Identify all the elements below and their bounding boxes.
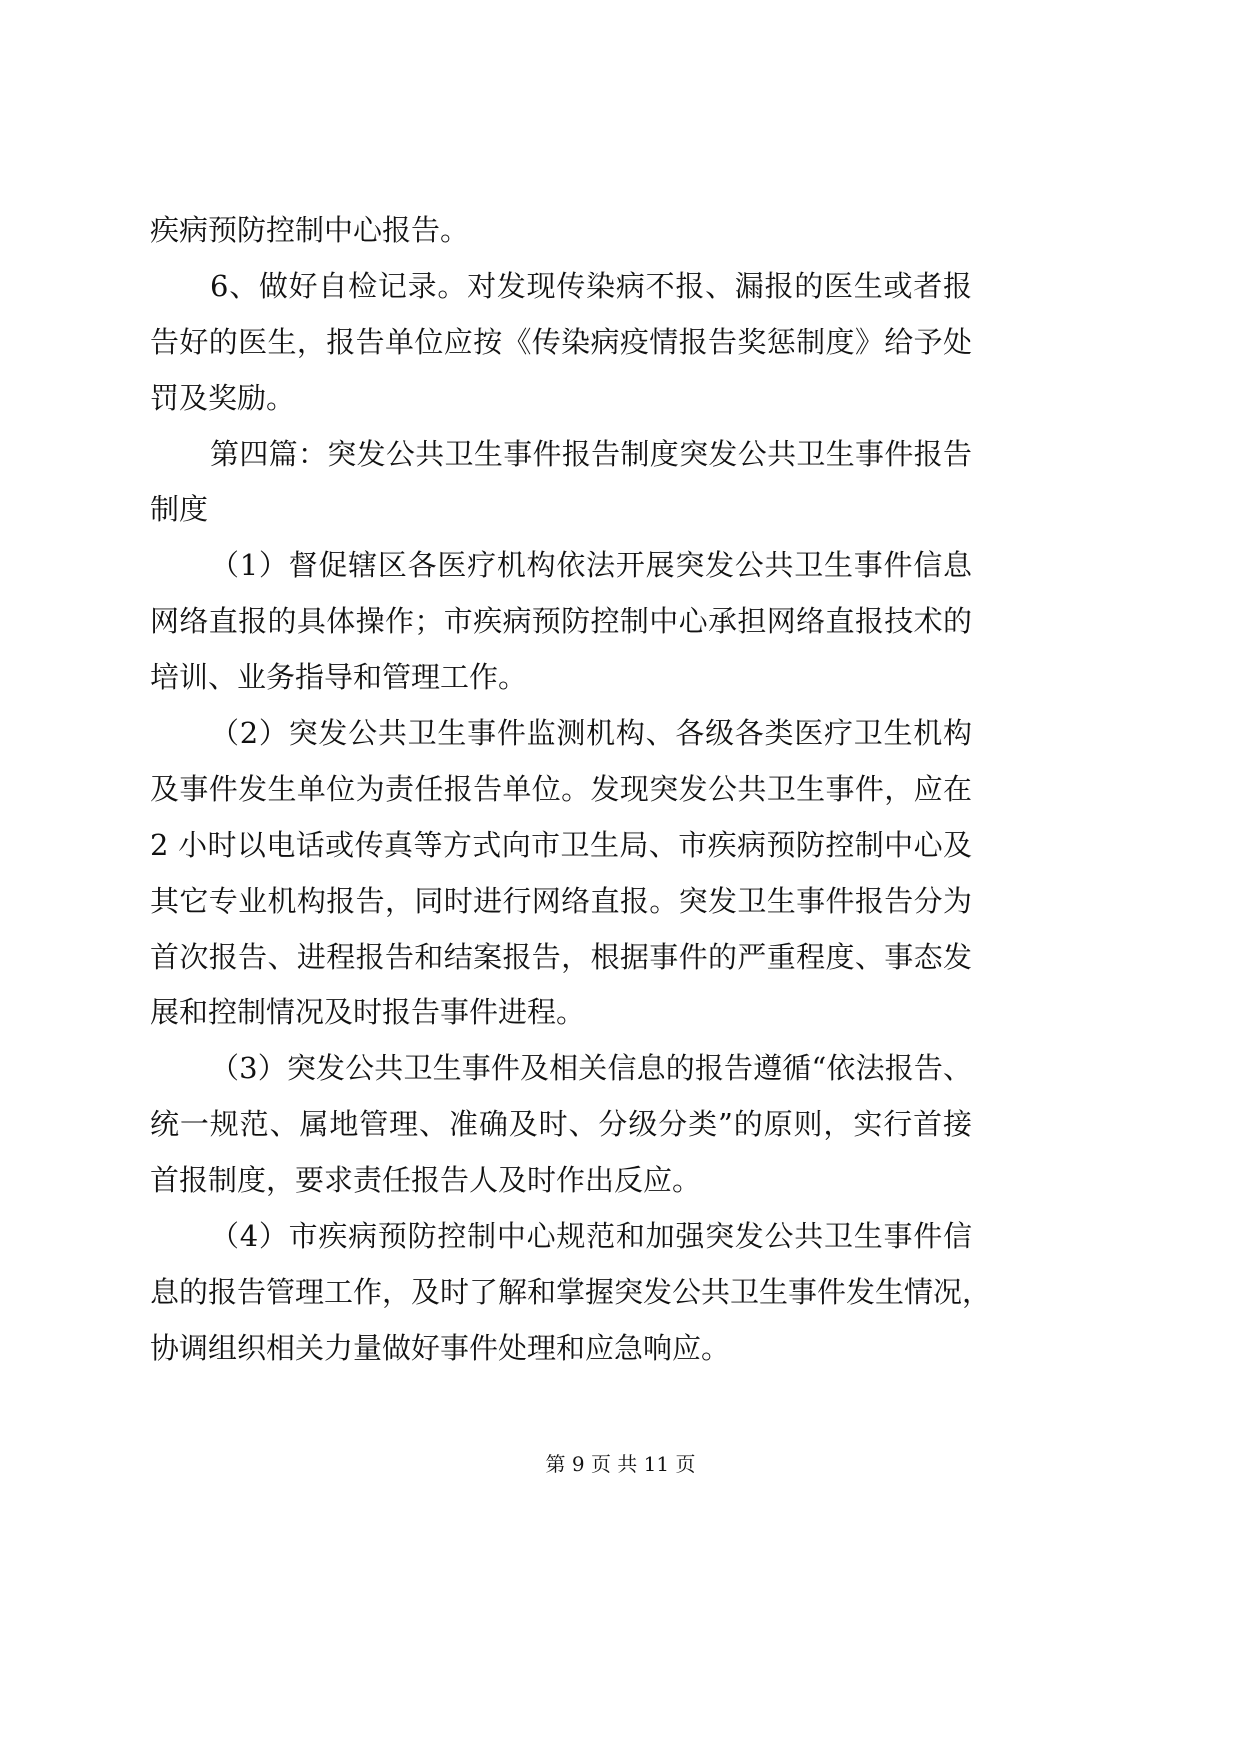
text-line: 协调组织相关力量做好事件处理和应急响应。 [150, 1330, 731, 1365]
document-body [150, 207, 992, 1381]
paragraph [150, 207, 972, 263]
text-line: 展和控制情况及时报告事件进程。 [150, 995, 586, 1030]
text-line: 息的报告管理工作，及时了解和掌握突发公共卫生事件发生情况， [150, 1274, 992, 1309]
text-line: （3）突发公共卫生事件及相关信息的报告遵循“依法报告、 [210, 1051, 972, 1086]
text-line: 告好的医生，报告单位应按《传染病疫情报告奖惩制度》给予处 [150, 324, 972, 359]
text-line: 6、做好自检记录。对发现传染病不报、漏报的医生或者报 [210, 268, 972, 303]
paragraph [150, 542, 972, 710]
paragraph [150, 1045, 972, 1213]
text-line: 培训、业务指导和管理工作。 [150, 660, 528, 695]
text-line: 2 小时以电话或传真等方式向市卫生局、市疾病预防控制中心及 [150, 827, 972, 862]
text-line: 及事件发生单位为责任报告单位。发现突发公共卫生事件，应在 [150, 771, 972, 806]
text-line: 统一规范、属地管理、准确及时、分级分类”的原则，实行首接 [150, 1107, 972, 1142]
text-line: 罚及奖励。 [150, 380, 296, 415]
text-line: 第四篇：突发公共卫生事件报告制度突发公共卫生事件报告 [210, 436, 972, 471]
paragraph [150, 1213, 992, 1381]
text-line: （2）突发公共卫生事件监测机构、各级各类医疗卫生机构 [210, 716, 972, 751]
text-line: （4）市疾病预防控制中心规范和加强突发公共卫生事件信 [210, 1219, 972, 1254]
text-line: （1）督促辖区各医疗机构依法开展突发公共卫生事件信息 [210, 548, 972, 583]
paragraph [150, 263, 972, 431]
text-line: 首报制度，要求责任报告人及时作出反应。 [150, 1163, 702, 1198]
paragraph [150, 710, 972, 1045]
page-footer: 第 9 页 共 11 页 [545, 1452, 696, 1476]
paragraph [150, 431, 972, 543]
text-line: 制度 [150, 492, 209, 527]
text-line: 疾病预防控制中心报告。 [150, 213, 470, 247]
text-line: 网络直报的具体操作；市疾病预防控制中心承担网络直报技术的 [150, 604, 972, 639]
text-line: 首次报告、进程报告和结案报告，根据事件的严重程度、事态发 [150, 939, 972, 974]
text-line: 其它专业机构报告，同时进行网络直报。突发卫生事件报告分为 [150, 883, 972, 918]
